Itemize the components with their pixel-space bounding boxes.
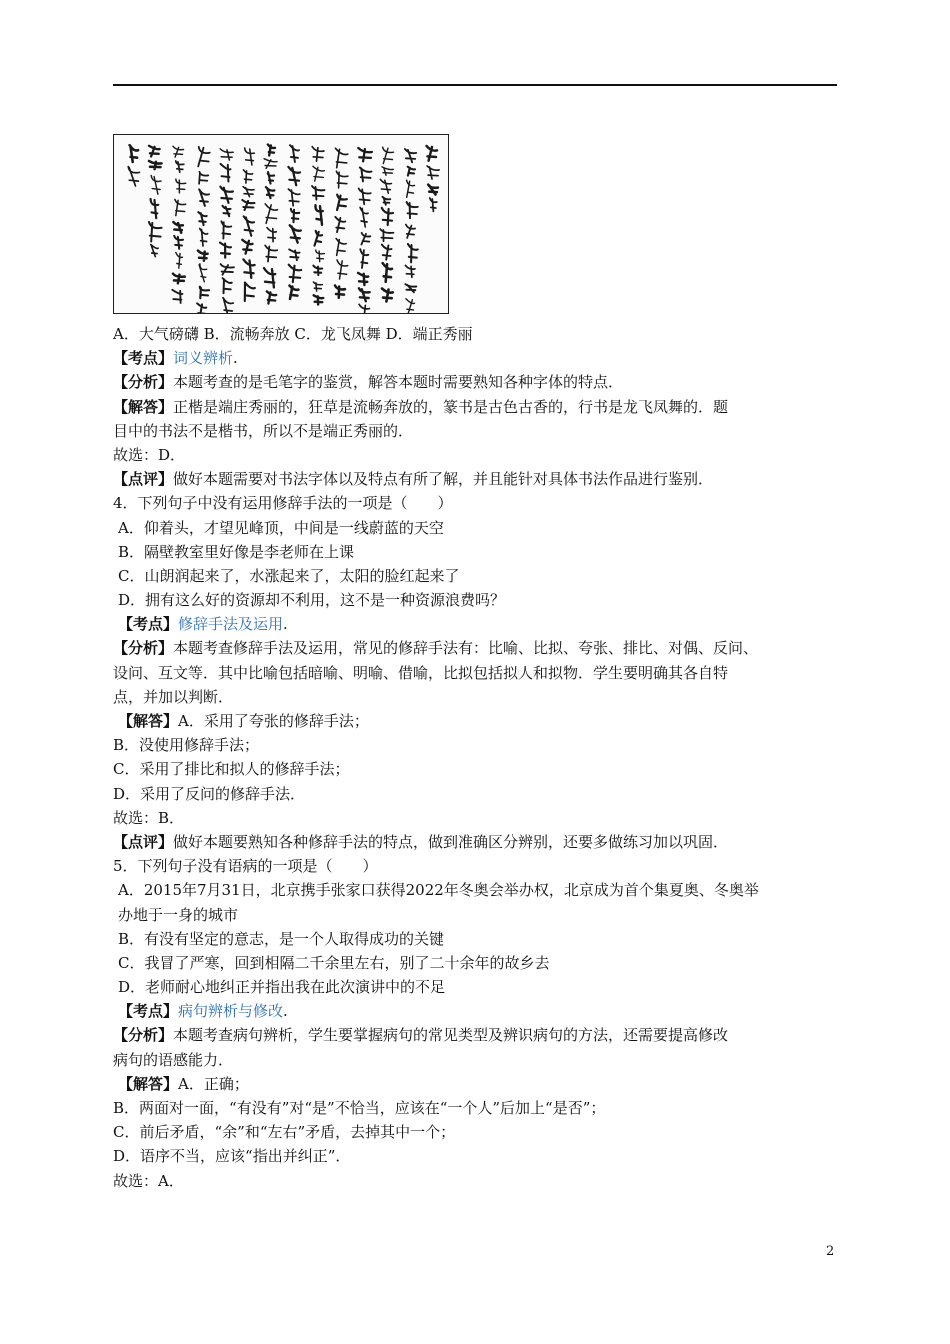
brush-stroke [220,187,233,203]
brush-stroke [221,221,231,238]
q5-option-d: D．老师耐心地纠正并指出我在此次演讲中的不足 [118,978,446,997]
brush-stroke [200,287,209,299]
dianping-tag: 【点评】 [113,832,174,851]
q4-fenxi-cont: 点，并加以判断． [113,687,234,706]
brush-stroke [382,167,393,175]
q4-dianping [113,830,839,854]
q4-answer: 故选：B． [113,808,185,827]
brush-stroke [336,171,348,188]
brush-stroke [407,180,415,197]
brush-stroke [312,147,324,162]
brush-stroke [173,222,182,233]
brush-stroke [360,167,372,181]
brush-stroke [264,268,275,287]
brush-stroke [174,236,183,249]
brush-stroke [266,187,275,198]
jieda-tag: 【解答】 [118,712,179,730]
brush-stroke [130,145,139,162]
q5-option-a: A．2015年7月31日，北京携手张家口获得2022年冬奥会举办权，北京成为首个集夏奥、冬奥举 [118,881,759,900]
jieda-tag: 【解答】 [118,1074,179,1093]
brush-stroke [358,148,372,161]
q4-fenxi-cont: 设问、互文等．其中比喻包括暗喻、明喻、借喻，比拟包括拟人和拟物．学生要明确其各自特 [113,663,729,682]
brush-stroke [265,204,277,223]
brush-stroke [314,295,324,304]
brush-stroke [359,288,370,301]
brush-stroke [290,286,299,299]
brush-stroke [267,291,276,303]
q5-jieda-c: C．前后矛盾，“余”和“左右”矛盾，去掉其中一个； [113,1123,456,1142]
brush-stroke [427,166,439,179]
brush-stroke [427,146,438,161]
brush-stroke [290,225,301,242]
fenxi-tag: 【分析】 [113,373,174,392]
fenxi-text: 本题考查的是毛笔字的鉴赏，解答本题时需要熟知各种字体的特点． [173,373,624,392]
q5-stem: 5．下列句子没有语病的一项是（ ） [113,857,378,876]
brush-stroke [313,266,322,276]
brush-stroke [360,249,368,268]
brush-stroke [221,264,234,275]
brush-stroke [405,149,416,162]
brush-stroke [291,209,299,222]
q5-kaodian: 【考点】病句辨析与修改. [118,1002,288,1021]
q3-fenxi [113,370,839,394]
brush-stroke [200,229,208,246]
brush-stroke [245,283,255,302]
brush-stroke [172,290,182,303]
q3-dianping [113,467,839,491]
q3-jieda [113,395,839,419]
brush-stroke [406,225,415,238]
brush-stroke [151,199,159,218]
q5-option-a-cont: 办地于一身的城市 [118,905,239,924]
brush-stroke [128,167,139,186]
brush-stroke [243,187,254,197]
q3-answer: 故选：D． [113,445,186,464]
brush-stroke [198,212,206,225]
brush-stroke [383,147,394,163]
brush-stroke [380,229,393,241]
kaodian-link[interactable]: 词义辨析 [173,349,234,368]
brush-stroke [173,146,184,157]
q4-option-b: B．隔壁教室里好像是李老师在上课 [118,542,355,561]
brush-stroke [335,217,345,232]
brush-stroke [407,202,418,218]
brush-stroke [288,167,300,185]
kaodian-tag: 【考点】 [118,1002,179,1021]
dianping-text: 做好本题需要对书法字体以及特点有所了解，并且能针对具体书法作品进行鉴别． [173,470,714,489]
q4-jieda-b: B．没使用修辞手法； [113,736,260,755]
brush-stroke [198,147,210,167]
brush-stroke [151,176,161,195]
brush-stroke [383,197,391,205]
brush-stroke [243,259,254,278]
q5-fenxi-cont: 病句的语感能力． [113,1050,234,1069]
q5-jieda [113,1072,839,1096]
fenxi-text: 本题考查病句辨析，学生要掌握病句的常见类型及辨识病句的方法，还需要提高修改 [173,1026,729,1045]
q5-answer: 故选：A． [113,1171,184,1190]
brush-stroke [405,284,416,292]
jieda-text: A．采用了夸张的修辞手法； [178,712,369,730]
brush-stroke [265,245,277,261]
calligraphy-image [113,134,449,314]
q4-option-a: A．仰着头，才望见峰顶，中间是一线蔚蓝的天空 [118,518,444,537]
brush-stroke [288,189,299,206]
brush-stroke [336,148,348,167]
header-rule [113,84,837,86]
brush-stroke [244,216,254,236]
brush-stroke [382,245,392,260]
brush-stroke [383,263,392,282]
brush-stroke [312,186,325,200]
kaodian-tag: 【考点】 [113,349,174,368]
brush-stroke [149,146,160,157]
brush-stroke [176,253,183,269]
q5-option-c: C．我冒了严寒，回到相隔二千余里左右，别了二十余年的故乡去 [118,953,550,972]
brush-stroke [315,205,322,225]
brush-stroke [313,166,324,181]
brush-stroke [198,251,208,261]
page-number: 2 [826,1244,835,1259]
brush-stroke [223,298,233,313]
fenxi-tag: 【分析】 [113,639,174,658]
brush-stroke [337,260,348,279]
q4-jieda [113,709,839,733]
brush-stroke [337,195,347,210]
brush-stroke [220,243,231,258]
q4-option-d: D．拥有这么好的资源却不利用，这不是一种资源浪费吗？ [118,591,506,610]
brush-stroke [290,145,299,162]
brush-stroke [360,207,368,227]
brush-stroke [358,273,368,285]
brush-stroke [359,188,371,204]
brush-stroke [223,206,231,216]
brush-stroke [361,233,370,245]
brush-stroke [149,222,162,242]
brush-stroke [176,161,184,172]
fenxi-tag: 【分析】 [113,1026,174,1045]
q3-kaodian: 【考点】词义辨析. [113,349,238,368]
brush-stroke [405,265,415,277]
q3-options: A．大气磅礴 B．流畅奔放 C．龙飞凤舞 D．端正秀丽 [113,325,473,343]
brush-stroke [313,282,322,291]
brush-stroke [199,189,209,206]
brush-stroke [430,198,437,211]
brush-stroke [408,167,415,176]
q4-fenxi [113,636,839,660]
kaodian-tag: 【考点】 [118,615,179,634]
dianping-tag: 【点评】 [113,470,174,489]
brush-stroke [173,274,185,284]
q4-kaodian: 【考点】修辞手法及运用. [118,615,288,634]
brush-stroke [428,185,438,195]
fenxi-text: 本题考查修辞手法及运用，常见的修辞手法有：比喻、比拟、夸张、排比、对偶、反问、 [173,639,759,658]
calligraphy-strokes [114,135,448,313]
brush-stroke [336,239,346,256]
brush-stroke [382,289,393,302]
brush-stroke [316,250,325,262]
brush-stroke [244,170,253,183]
brush-stroke [220,149,233,160]
q4-jieda-d: D．采用了反问的修辞手法． [113,784,306,803]
jieda-text: A．正确； [178,1074,249,1093]
q4-jieda-c: C．采用了排比和拟人的修辞手法； [113,760,350,779]
document-body [113,322,839,1193]
brush-stroke [199,264,207,282]
q5-option-b: B．有没有坚定的意志，是一个人取得成功的关键 [118,929,445,948]
brush-stroke [380,179,391,193]
kaodian-link[interactable]: 修辞手法及运用 [178,615,284,634]
jieda-tag: 【解答】 [113,397,174,416]
q5-jieda-b: B．两面对一面，“有没有”对“是”不恰当，应该在“一个人”后加上“是否”； [113,1099,606,1117]
q4-stem: 4．下列句子中没有运用修辞手法的一项是（ ） [113,494,453,513]
brush-stroke [408,244,418,262]
brush-stroke [245,148,255,165]
brush-stroke [267,228,276,242]
brush-stroke [264,159,277,169]
jieda-text: 正楷是端庄秀丽的，狂草是流畅奔放的，篆书是古色古香的，行书是龙飞凤舞的．题 [173,397,729,416]
brush-stroke [335,286,345,298]
dianping-text: 做好本题要熟知各种修辞手法的特点，做到准确区分辨别，还要多做练习加以巩固． [173,832,729,851]
brush-stroke [242,240,252,254]
brush-stroke [223,278,232,293]
brush-stroke [197,303,206,313]
brush-stroke [315,231,323,246]
brush-stroke [175,199,186,215]
q4-option-c: C．山朗润起来了，水涨起来了，太阳的脸红起来了 [118,566,460,585]
q5-fenxi [113,1023,839,1047]
brush-stroke [151,245,158,257]
brush-stroke [268,145,275,156]
brush-stroke [242,200,254,210]
brush-stroke [406,299,415,313]
q3-jieda-cont: 目中的书法不是楷书，所以不是端正秀丽的． [113,421,414,440]
brush-stroke [289,265,302,283]
q5-jieda-d: D．语序不当，应该“指出并纠正”． [113,1147,351,1166]
brush-stroke [176,179,186,193]
brush-stroke [221,164,231,182]
kaodian-link[interactable]: 病句辨析与修改 [178,1002,284,1021]
brush-stroke [268,172,274,184]
brush-stroke [149,161,162,169]
brush-stroke [199,172,208,184]
brush-stroke [382,208,393,225]
brush-stroke [289,249,299,260]
brush-stroke [359,304,369,313]
